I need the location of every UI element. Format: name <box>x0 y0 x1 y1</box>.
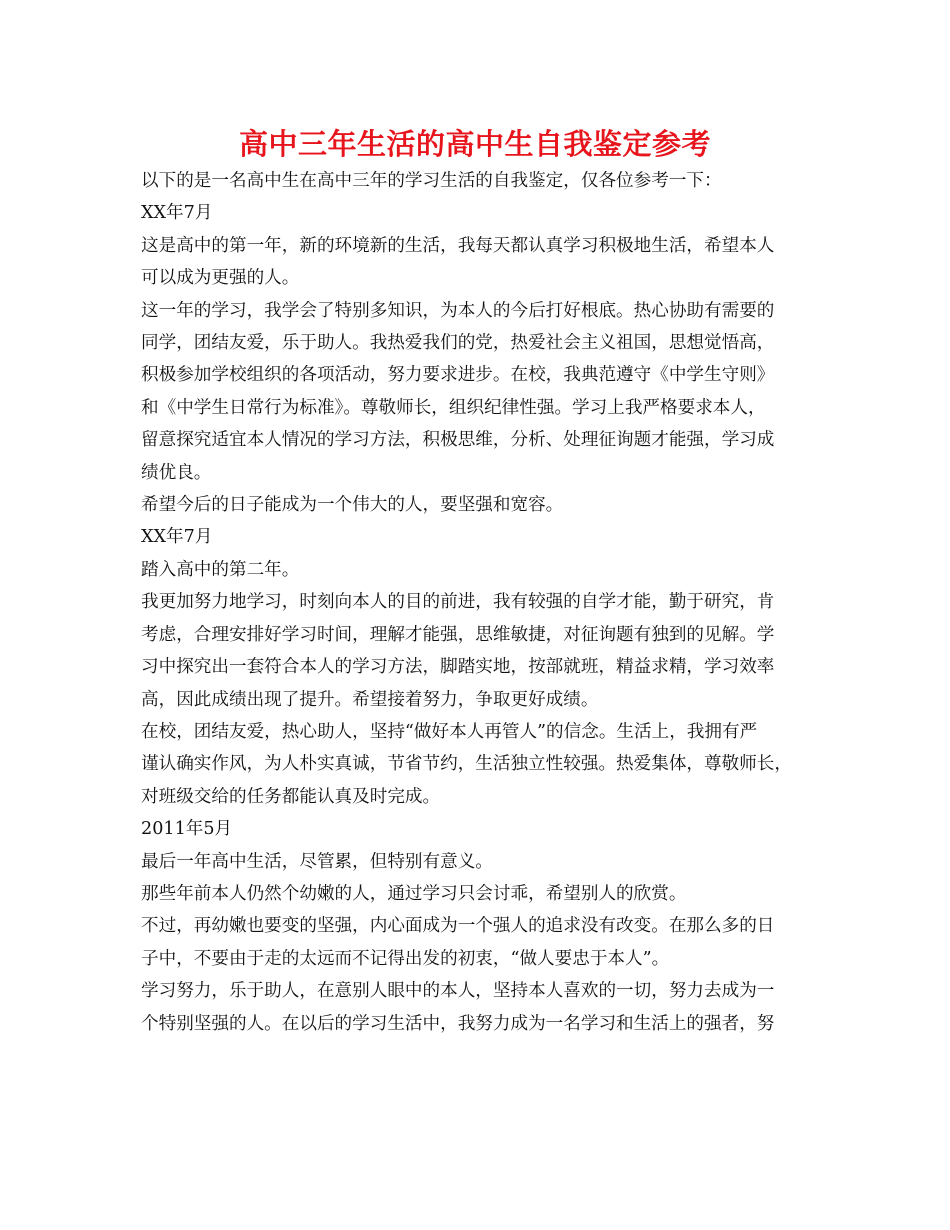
text-line: 高，因此成绩出现了提升。希望接着努力，争取更好成绩。 <box>141 689 599 710</box>
text-line: 2011年5月 <box>141 819 233 840</box>
text-line: 谨认确实作风，为人朴实真诚，节省节约，生活独立性较强。热爱集体，尊敬师长， <box>141 754 792 775</box>
text-line: 和《中学生日常行为标准》。尊敬师长，组织纪律性强。学习上我严格要求本人， <box>141 397 766 418</box>
text-line: 积极参加学校组织的各项活动，努力要求进步。在校，我典范遵守《中学生守则》 <box>141 365 775 386</box>
text-line: 这一年的学习，我学会了特别多知识，为本人的今后打好根底。热心协助有需要的 <box>141 300 775 321</box>
text-line: 这是高中的第一年，新的环境新的生活，我每天都认真学习积极地生活，希望本人 <box>141 235 775 256</box>
text-line: 习中探究出一套符合本人的学习方法，脚踏实地，按部就班，精益求精，学习效率 <box>141 657 775 678</box>
text-line: 最后一年高中生活，尽管累，但特别有意义。 <box>141 851 493 872</box>
text-line: 希望今后的日子能成为一个伟大的人，要坚强和宽容。 <box>141 495 564 516</box>
text-line: 对班级交给的任务都能认真及时完成。 <box>141 786 441 807</box>
text-line: 绩优良。 <box>141 462 212 483</box>
text-line: 我更加努力地学习，时刻向本人的目的前进，我有较强的自学才能，勤于研究，肯 <box>141 592 775 613</box>
text-line: 不过，再幼嫩也要变的坚强，内心面成为一个强人的追求没有改变。在那么多的日 <box>141 916 775 937</box>
text-line: 个特别坚强的人。在以后的学习生活中，我努力成为一名学习和生活上的强者，努 <box>141 1013 775 1034</box>
document-body <box>141 165 831 1040</box>
text-line: 考虑，合理安排好学习时间，理解才能强，思维敏捷，对征询题有独到的见解。学 <box>141 624 775 645</box>
text-line: XX年7月 <box>141 527 213 548</box>
text-line: 在校，团结友爱，热心助人，坚持“做好本人再管人”的信念。生活上，我拥有严 <box>141 721 758 742</box>
text-line: 那些年前本人仍然个幼嫩的人，通过学习只会讨乖，希望别人的欣赏。 <box>141 883 687 904</box>
text-line: 可以成为更强的人。 <box>141 268 300 289</box>
document-title: 高中三年生活的高中生自我鉴定参考 <box>238 127 711 161</box>
text-line: 子中，不要由于走的太远而不记得出发的初衷，“做人要忠于本人”。 <box>141 948 670 969</box>
text-line: 踏入高中的第二年。 <box>141 559 300 580</box>
text-line: XX年7月 <box>141 203 213 224</box>
text-line: 留意探究适宜本人情况的学习方法，积极思维，分析、处理征询题才能强，学习成 <box>141 430 775 451</box>
text-line: 以下的是一名高中生在高中三年的学习生活的自我鉴定，仅各位参考一下： <box>141 171 722 191</box>
text-line: 学习努力，乐于助人，在意别人眼中的本人，坚持本人喜欢的一切，努力去成为一 <box>141 981 775 1002</box>
text-line: 同学，团结友爱，乐于助人。我热爱我们的党，热爱社会主义祖国，思想觉悟高， <box>141 333 775 354</box>
